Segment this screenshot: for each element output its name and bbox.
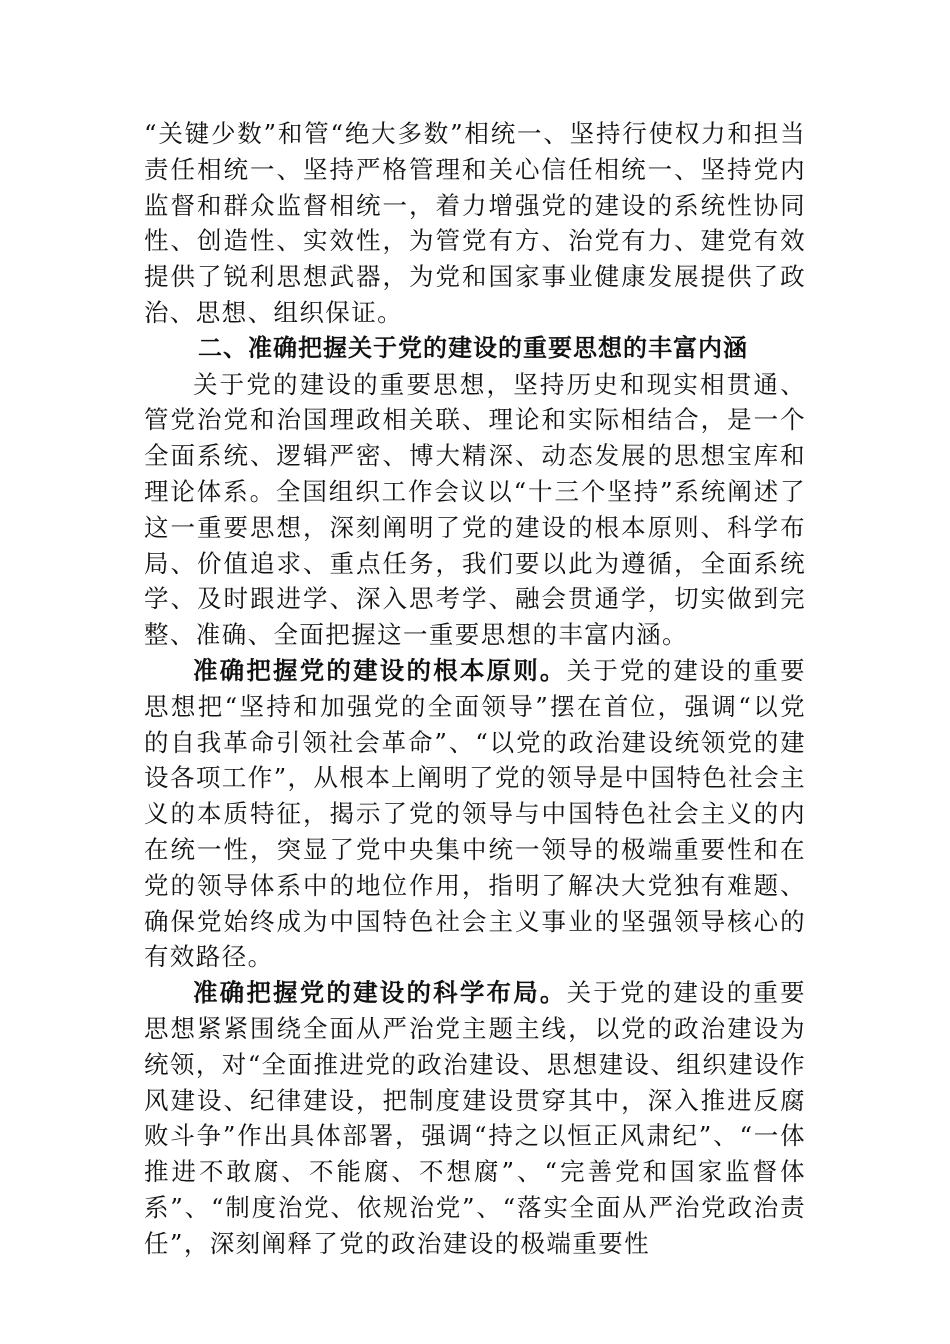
paragraph-body-principle: 关于党的建设的重要思想把“坚持和加强党的全面领导”摆在首位，强调“以党的自我革命引领社会革命”、“以党的政治建设统领党的建设各项工作”，从根本上阐明了党的领导是中国特色社会主义的本质特征，揭示了党的领导与中国特色社会主义的内在统一性，突显了党中央集中统一领导的极端重要性和在党的领导体系中的地位作用，指明了解决大党独有难题、确保党始终成为中国特色社会主义事业的坚强领导核心的有效路径。 <box>144 655 806 972</box>
paragraph-continuation: “关键少数”和管“绝大多数”相统一、坚持行使权力和担当责任相统一、坚持严格管理和关心信任相统一、坚持党内监督和群众监督相统一，着力增强党的建设的系统性协同性、创造性、实效性，为管党有方、治党有力、建党有效提供了锐利思想武器，为党和国家事业健康发展提供了政治、思想、组织保证。 <box>144 119 806 327</box>
paragraph-scientific-layout <box>144 975 806 1261</box>
paragraph-fundamental-principle <box>144 653 806 975</box>
paragraph-lead-layout: 准确把握党的建设的科学布局。 <box>193 978 567 1008</box>
paragraph-intro: 关于党的建设的重要思想，坚持历史和现实相贯通、管党治党和治国理政相关联、理论和实际相结合，是一个全面系统、逻辑严密、博大精深、动态发展的思想宝库和理论体系。全国组织工作会议以“十三个坚持”系统阐述了这一重要思想，深刻阐明了党的建设的根本原则、科学布局、价值追求、重点任务，我们要以此为遵循，全面系统学、及时跟进学、深入思考学、融会贯通学，切实做到完整、准确、全面把握这一重要思想的丰富内涵。 <box>144 369 806 650</box>
document-body <box>144 116 806 1262</box>
paragraph-body-layout: 关于党的建设的重要思想紧紧围绕全面从严治党主题主线，以党的政治建设为统领，对“全面推进党的政治建设、思想建设、组织建设作风建设、纪律建设，把制度建设贯穿其中，深入推进反腐败斗争”作出具体部署，强调“持之以恒正风肃纪”、“一体推进不敢腐、不能腐、不想腐”、“完善党和国家监督体系”、“制度治党、依规治党”、“落实全面从严治党政治责任”，深刻阐释了党的政治建设的极端重要性 <box>144 978 806 1258</box>
section-heading: 二、准确把握关于党的建设的重要思想的丰富内涵 <box>198 333 748 362</box>
paragraph-lead-principle: 准确把握党的建设的根本原则。 <box>193 655 567 685</box>
